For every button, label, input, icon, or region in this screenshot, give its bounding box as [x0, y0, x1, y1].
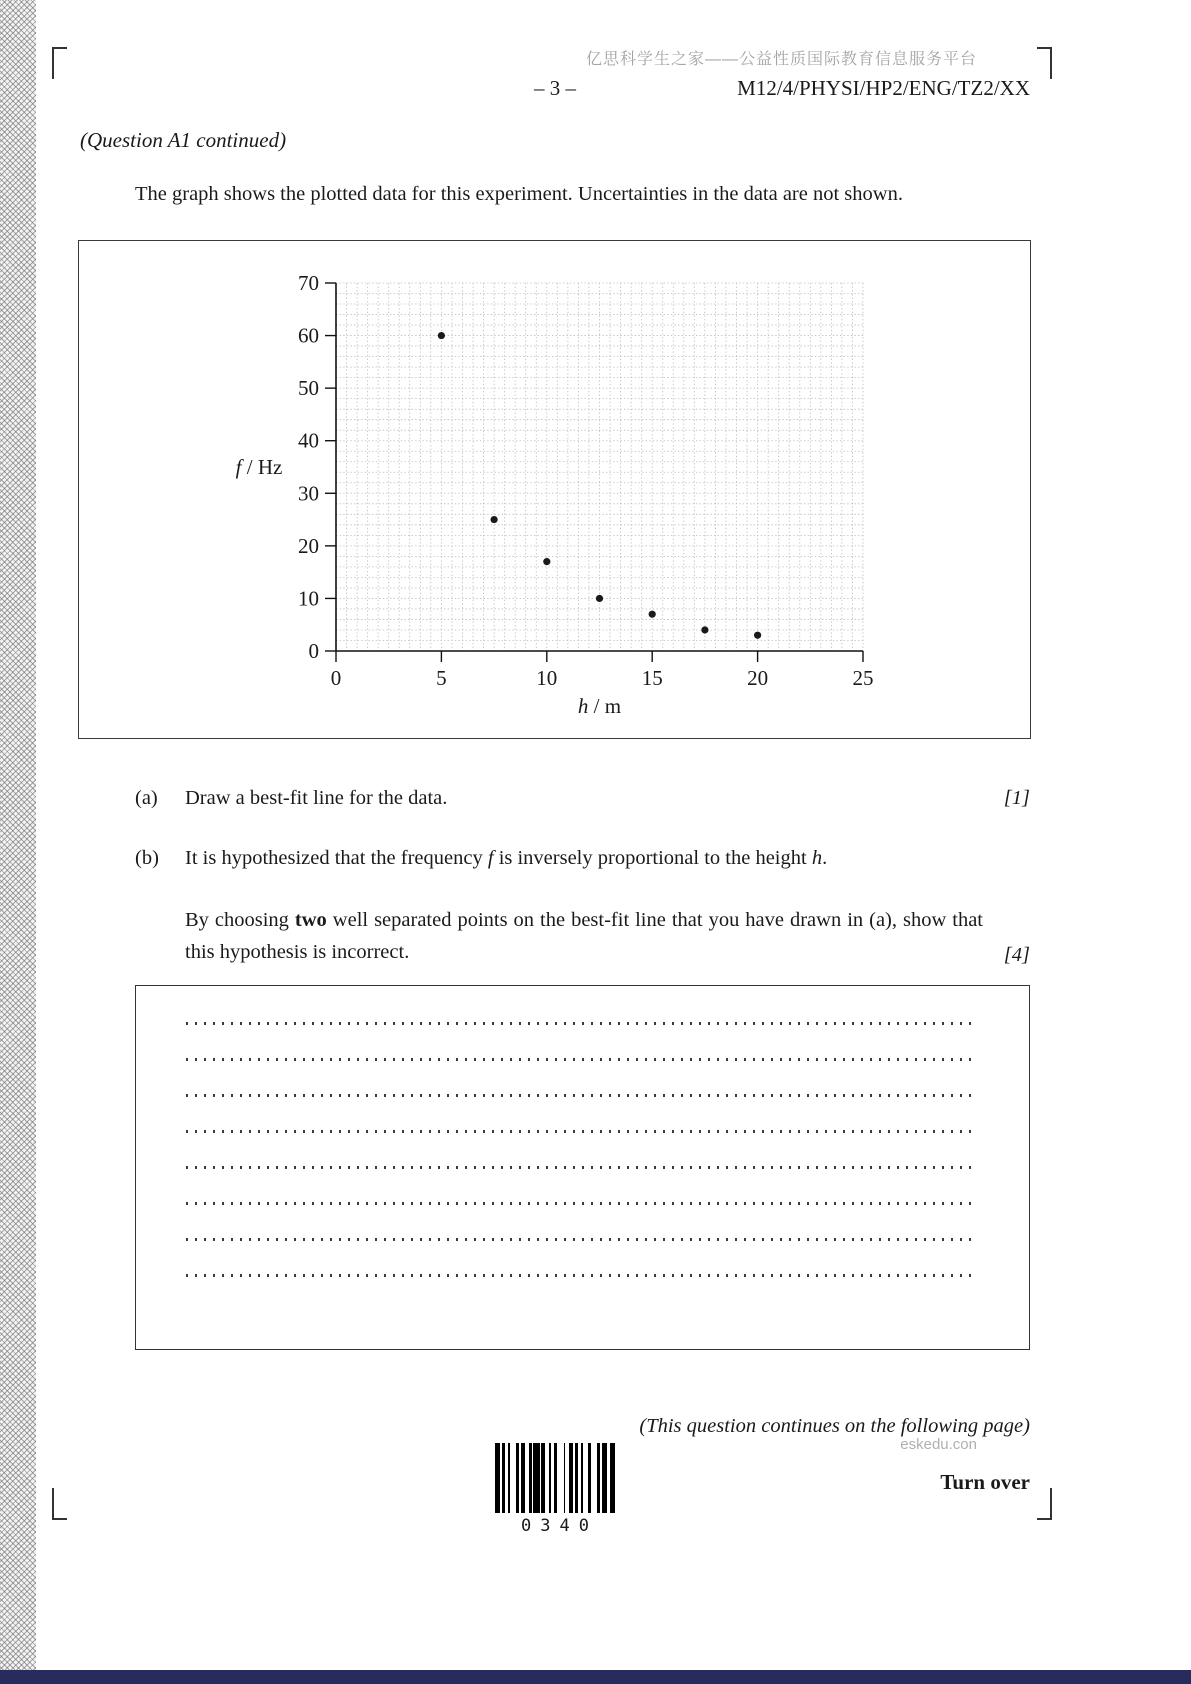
svg-text:5: 5 [436, 666, 447, 690]
emphasized-word-two: two [294, 909, 327, 931]
part-a-text: Draw a best-fit line for the data. [185, 787, 448, 809]
barcode-bars [490, 1443, 620, 1513]
part-b-text-line1 [185, 847, 1000, 870]
svg-text:f / Hz: f / Hz [235, 455, 283, 479]
answer-dotted-line [186, 1202, 974, 1205]
part-b-text5: well separated points on the best-fit line that you have drawn in (a), show that this hypothesis is incorrect. [185, 909, 983, 963]
svg-text:0: 0 [308, 639, 319, 663]
svg-text:40: 40 [298, 428, 319, 453]
svg-text:50: 50 [298, 376, 319, 401]
crop-mark-bottom-left [52, 1488, 67, 1520]
page-number: – 3 – [534, 76, 576, 100]
part-b-text2: is inversely proportional to the height [493, 847, 812, 869]
answer-dotted-line [186, 1130, 974, 1133]
part-b-instruction-text [185, 905, 983, 969]
turn-over-label: Turn over [940, 1470, 1030, 1494]
svg-text:60: 60 [298, 323, 319, 348]
svg-text:30: 30 [298, 481, 319, 506]
question-intro-text: The graph shows the plotted data for this experiment. Uncertainties in the data are not shown. [135, 183, 903, 205]
crop-mark-top-right [1037, 47, 1052, 79]
crop-mark-top-left [52, 47, 67, 79]
answer-dotted-line [186, 1274, 974, 1277]
part-b-marks: [4] [1003, 943, 1030, 966]
answer-dotted-line [186, 1238, 974, 1241]
svg-text:70: 70 [298, 271, 319, 295]
experiment-graph-svg [79, 241, 1027, 735]
paper-code: M12/4/PHYSI/HP2/ENG/TZ2/XX [737, 76, 1030, 100]
continuation-note: (This question continues on the following page) [639, 1415, 1030, 1437]
svg-text:15: 15 [641, 666, 663, 690]
experiment-graph-box [78, 240, 1031, 739]
answer-writing-box[interactable] [135, 985, 1030, 1350]
svg-text:20: 20 [298, 533, 319, 558]
part-a-label: (a) [135, 787, 158, 809]
part-b-text4: By choosing [185, 909, 295, 931]
bottom-navy-bar [0, 1670, 1191, 1684]
barcode-number: 0340 [521, 1516, 598, 1536]
part-b-instruction-paragraph [185, 905, 1030, 969]
part-b-label: (b) [135, 847, 159, 869]
crop-mark-bottom-right [1037, 1488, 1052, 1520]
height-symbol: h [811, 847, 823, 869]
svg-text:h / m: h / m [577, 694, 622, 718]
part-b-text3: . [822, 847, 828, 869]
svg-text:10: 10 [298, 586, 319, 611]
svg-text:0: 0 [330, 666, 342, 690]
svg-text:20: 20 [747, 666, 769, 690]
answer-dotted-line [186, 1022, 974, 1025]
answer-dotted-line [186, 1094, 974, 1097]
part-a-marks: [1] [1003, 787, 1030, 809]
eskedu-watermark: eskedu.con [900, 1436, 977, 1453]
question-continued-note: (Question A1 continued) [80, 128, 287, 152]
svg-text:25: 25 [852, 666, 874, 690]
frequency-symbol: f [487, 847, 494, 869]
answer-dotted-line [186, 1058, 974, 1061]
left-binding-hatch-pattern [0, 0, 36, 1684]
barcode [490, 1443, 620, 1536]
svg-text:10: 10 [536, 666, 558, 690]
platform-watermark-text: 亿思科学生之家——公益性质国际教育信息服务平台 [585, 51, 977, 68]
answer-dotted-line [186, 1166, 974, 1169]
part-b-text1: It is hypothesized that the frequency [185, 847, 488, 869]
